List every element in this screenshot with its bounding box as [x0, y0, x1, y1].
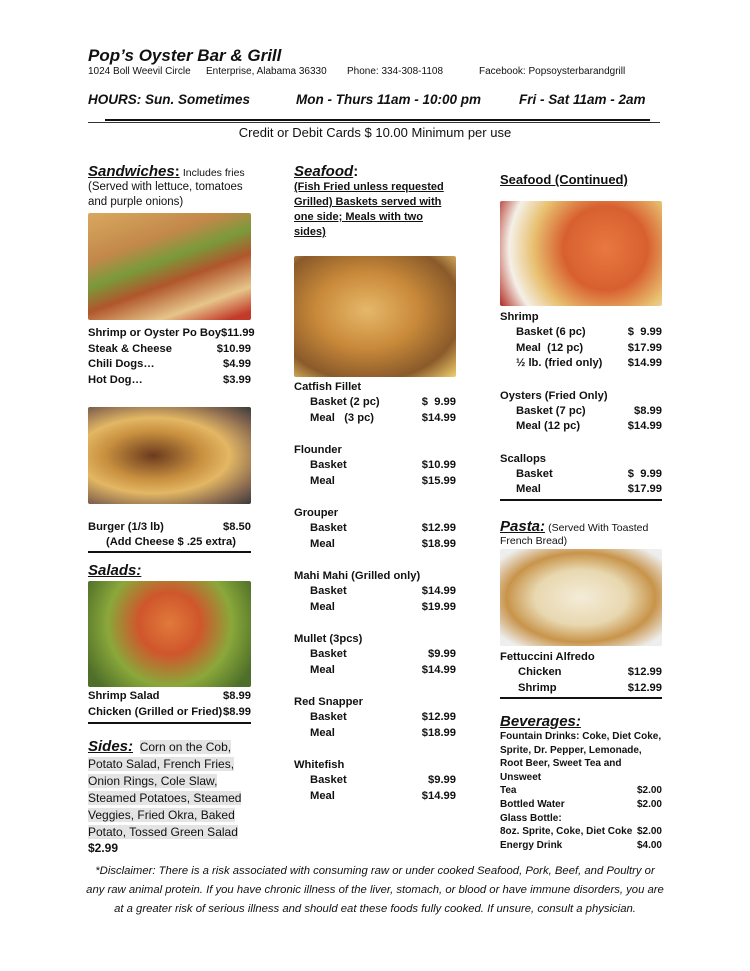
menu-group	[294, 379, 456, 426]
credit-note: Credit or Debit Cards $ 10.00 Minimum per use	[238, 125, 512, 140]
dish-name: Fettuccini Alfredo	[500, 651, 595, 663]
fried-fish-photo	[294, 256, 456, 377]
menu-item	[500, 482, 662, 498]
item-name: Meal	[310, 600, 335, 613]
item-name: Chicken (Grilled or Fried)	[88, 705, 223, 718]
item-price: $14.99	[627, 357, 662, 369]
item-price: $14.99	[421, 585, 456, 597]
menu-item	[294, 474, 456, 490]
item-price: $ 9.99	[421, 396, 456, 408]
section-title: Sandwiches	[88, 163, 175, 180]
item-name: Bottled Water	[500, 798, 565, 810]
item-name: Chili Dogs…	[88, 358, 155, 370]
section-note: Includes fries	[182, 167, 245, 179]
item-name: Basket	[310, 774, 347, 786]
item-name: Meal (12 pc)	[516, 341, 584, 354]
item-price: $12.99	[421, 711, 456, 723]
po-boy-photo	[88, 213, 251, 320]
item-name: Meal	[310, 474, 335, 487]
menu-group	[500, 309, 662, 372]
menu-item	[500, 825, 662, 839]
item-price: $12.99	[421, 522, 456, 534]
item-price: $2.00	[636, 785, 662, 797]
menu-item	[500, 798, 662, 812]
disclaimer	[0, 862, 750, 919]
item-price: $17.99	[627, 341, 662, 354]
menu-item	[294, 411, 456, 427]
item-name: Basket	[310, 585, 347, 597]
section-title: Sides:	[88, 738, 134, 755]
item-name: Meal (12 pc)	[516, 420, 581, 432]
item-price: $4.00	[636, 839, 662, 851]
burger-note: (Add Cheese $ .25 extra)	[88, 536, 251, 553]
item-price: $18.99	[421, 726, 456, 739]
item-price: $9.99	[428, 648, 456, 660]
item-name: Shrimp Salad	[88, 690, 160, 702]
item-name: Basket (7 pc)	[516, 404, 586, 417]
menu-item	[88, 689, 251, 705]
item-price: $3.99	[223, 373, 251, 386]
restaurant-name: Pop’s Oyster Bar & Grill	[88, 46, 282, 65]
sides-price: $2.99	[88, 841, 119, 855]
section-desc: (Served with lettuce, tomatoes and purple onions)	[88, 181, 243, 208]
menu-item	[500, 341, 662, 357]
menu-group	[500, 388, 662, 435]
menu-item	[500, 356, 662, 372]
section-title: Seafood	[294, 163, 354, 180]
menu-item	[88, 342, 251, 358]
sides-section	[88, 738, 251, 855]
menu-item	[294, 521, 456, 537]
menu-item	[294, 600, 456, 616]
city: Enterprise, Alabama 36330	[206, 66, 327, 77]
group-name: Oysters (Fried Only)	[500, 389, 608, 402]
sandwiches-section: Sandwiches: Includes fries (Served with lettuce, tomatoes and purple onions) Shrimp or Oyster Po Boy $11.99 Steak & Cheese $10.99 Chili Dogs… $4.99 Hot Dog… $3.99 Burger (1/3 lb) $8.50 (Add Cheese $ .25 extra)	[88, 163, 251, 553]
menu-item	[500, 839, 662, 853]
item-price: $17.99	[627, 483, 662, 495]
menu-item	[294, 726, 456, 742]
item-name: Basket (6 pc)	[516, 326, 586, 338]
menu-group	[294, 757, 456, 804]
menu-item	[294, 773, 456, 789]
menu-item	[88, 326, 255, 342]
menu-item	[500, 419, 662, 435]
item-name: Meal	[516, 483, 541, 495]
menu-item	[88, 373, 251, 389]
item-name: Tea	[500, 785, 517, 797]
hours-weekend: Fri - Sat 11am - 2am	[519, 92, 646, 107]
item-name: Basket (2 pc)	[310, 396, 380, 408]
item-price: $14.99	[421, 663, 456, 676]
item-name: Basket	[310, 711, 347, 723]
group-name: Red Snapper	[294, 696, 364, 708]
item-name: Steak & Cheese	[88, 342, 172, 355]
item-price: $12.99	[627, 666, 662, 678]
menu-group	[294, 505, 456, 552]
item-price: $15.99	[421, 474, 456, 487]
item-name: Burger (1/3 lb)	[88, 521, 164, 533]
phone: Phone: 334-308-1108	[347, 66, 444, 77]
menu-group	[294, 694, 456, 741]
item-price: $10.99	[216, 342, 251, 355]
item-price: $2.00	[636, 798, 662, 810]
item-name: Meal (3 pc)	[310, 411, 375, 424]
menu-item	[294, 710, 456, 726]
menu-item	[294, 584, 456, 600]
salads-section	[88, 562, 251, 724]
menu-item	[294, 789, 456, 805]
section-title: Beverages:	[500, 713, 581, 730]
section-title: Pasta:	[500, 518, 546, 535]
item-price: $12.99	[627, 681, 662, 694]
item-price: $8.50	[223, 521, 251, 533]
fountain-drinks: Fountain Drinks: Coke, Diet Coke, Sprite, Dr. Pepper, Lemonade, Root Beer, Sweet Tea and Unsweet	[500, 731, 662, 783]
hours-sunday: HOURS: Sun. Sometimes	[88, 92, 251, 107]
item-name: Shrimp or Oyster Po Boy	[88, 327, 222, 339]
menu-item	[500, 784, 662, 798]
divider	[105, 119, 650, 121]
item-name: Basket	[310, 648, 347, 660]
item-name: Basket	[310, 459, 347, 471]
item-price: $8.99	[223, 690, 251, 702]
group-name: Catfish Fillet	[294, 381, 362, 393]
pasta-photo	[500, 549, 662, 646]
salad-photo	[88, 581, 251, 687]
item-price: $ 9.99	[627, 326, 662, 338]
menu-item	[500, 404, 662, 420]
item-name: ½ lb. (fried only)	[516, 357, 603, 369]
seafood-continued-section	[500, 172, 662, 517]
section-title: Seafood (Continued)	[500, 172, 628, 187]
item-name: 8oz. Sprite, Coke, Diet Coke	[500, 826, 633, 838]
menu-item	[518, 681, 662, 697]
item-price: $18.99	[421, 537, 456, 550]
item-name: Meal	[310, 726, 335, 739]
disclaimer-text: *Disclaimer: There is a risk associated with consuming raw or under cooked Seafood, Pork, Beef, and Poultry or any raw animal protein. If you have chronic illness of the liver, stomach, or blood or have immune disorders, you are at a greater risk of serious illness and should eat these foods fully cooked. If unsure, consult a physician.	[86, 865, 664, 915]
hours-weekday: Mon - Thurs 11am - 10:00 pm	[296, 92, 482, 107]
item-price: $14.99	[421, 789, 456, 802]
item-price: $2.00	[636, 826, 662, 838]
item-price: $9.99	[428, 774, 456, 786]
glass-bottle-label: Glass Bottle:	[500, 812, 562, 824]
menu-item	[294, 647, 456, 663]
item-name: Chicken	[518, 666, 562, 678]
group-name: Grouper	[294, 507, 339, 519]
item-price: $8.99	[634, 404, 662, 417]
item-price: $11.99	[221, 327, 255, 339]
group-name: Mullet (3pcs)	[294, 633, 363, 645]
item-price: $14.99	[421, 411, 456, 424]
sides-list: Corn on the Cob, Potato Salad, French Fries, Onion Rings, Cole Slaw, Steamed Potatoes, Steamed Veggies, Fried Okra, Baked Potato, Tossed Green Salad	[88, 740, 242, 839]
menu-group	[500, 451, 662, 501]
section-desc: (Fish Fried unless requested Grilled) Baskets served with one side; Meals with two sides)	[294, 181, 444, 238]
group-name: Whitefish	[294, 759, 345, 771]
menu-group	[294, 568, 456, 615]
menu-item	[500, 467, 662, 483]
group-name: Mahi Mahi (Grilled only)	[294, 570, 421, 582]
burger-photo	[88, 407, 251, 504]
menu-group	[294, 442, 456, 489]
item-name: Meal	[310, 789, 335, 802]
group-name: Flounder	[294, 444, 342, 456]
address: 1024 Boll Weevil Circle	[88, 66, 191, 77]
menu-item	[294, 537, 456, 553]
facebook: Facebook: Popsoysterbarandgrill	[479, 66, 626, 77]
menu-item	[294, 458, 456, 474]
item-price: $4.99	[223, 358, 251, 370]
menu-item	[500, 325, 662, 341]
menu-group	[294, 631, 456, 678]
item-name: Basket	[310, 522, 347, 534]
item-price: $ 9.99	[627, 467, 662, 480]
beverages-section	[500, 713, 662, 852]
divider	[88, 122, 660, 123]
menu-item	[294, 663, 456, 679]
menu-item-burger	[88, 520, 251, 536]
menu-item	[294, 395, 456, 411]
item-name: Energy Drink	[500, 839, 563, 851]
group-name: Scallops	[500, 452, 547, 465]
item-name: Meal	[310, 537, 335, 550]
item-price: $8.99	[223, 705, 251, 718]
shrimp-photo	[500, 201, 662, 306]
pasta-section	[500, 518, 662, 699]
menu-item	[518, 665, 662, 681]
section-title: Salads:	[88, 562, 142, 579]
menu-item	[88, 705, 251, 721]
group-name: Shrimp	[500, 311, 539, 323]
item-name: Hot Dog…	[88, 373, 143, 386]
item-name: Shrimp	[518, 681, 557, 694]
item-name: Meal	[310, 663, 335, 676]
seafood-section: Seafood: (Fish Fried unless requested Grilled) Baskets served with one side; Meals with two sides) Catfish Fillet Basket (2 pc) $ 9.99 Meal (3 pc) $14.99 Flounder Basket $10.99 Meal $15.99 Grouper Basket $12.99 Meal $18.99 Mahi Mahi (Grilled only) Basket $14.99 Meal $19.99 Mullet (3pcs) Basket $9.99 Meal $14.99 Red Snapper Basket $12.99 Meal $18.99 Whitefish Basket $9.99 Meal $14.99	[294, 163, 456, 820]
menu-item	[88, 357, 251, 373]
item-price: $10.99	[421, 459, 456, 471]
item-price: $14.99	[627, 420, 662, 432]
item-price: $19.99	[421, 600, 456, 613]
section-note: (Served With Toasted French Bread)	[500, 522, 649, 547]
item-name: Basket	[516, 467, 553, 480]
